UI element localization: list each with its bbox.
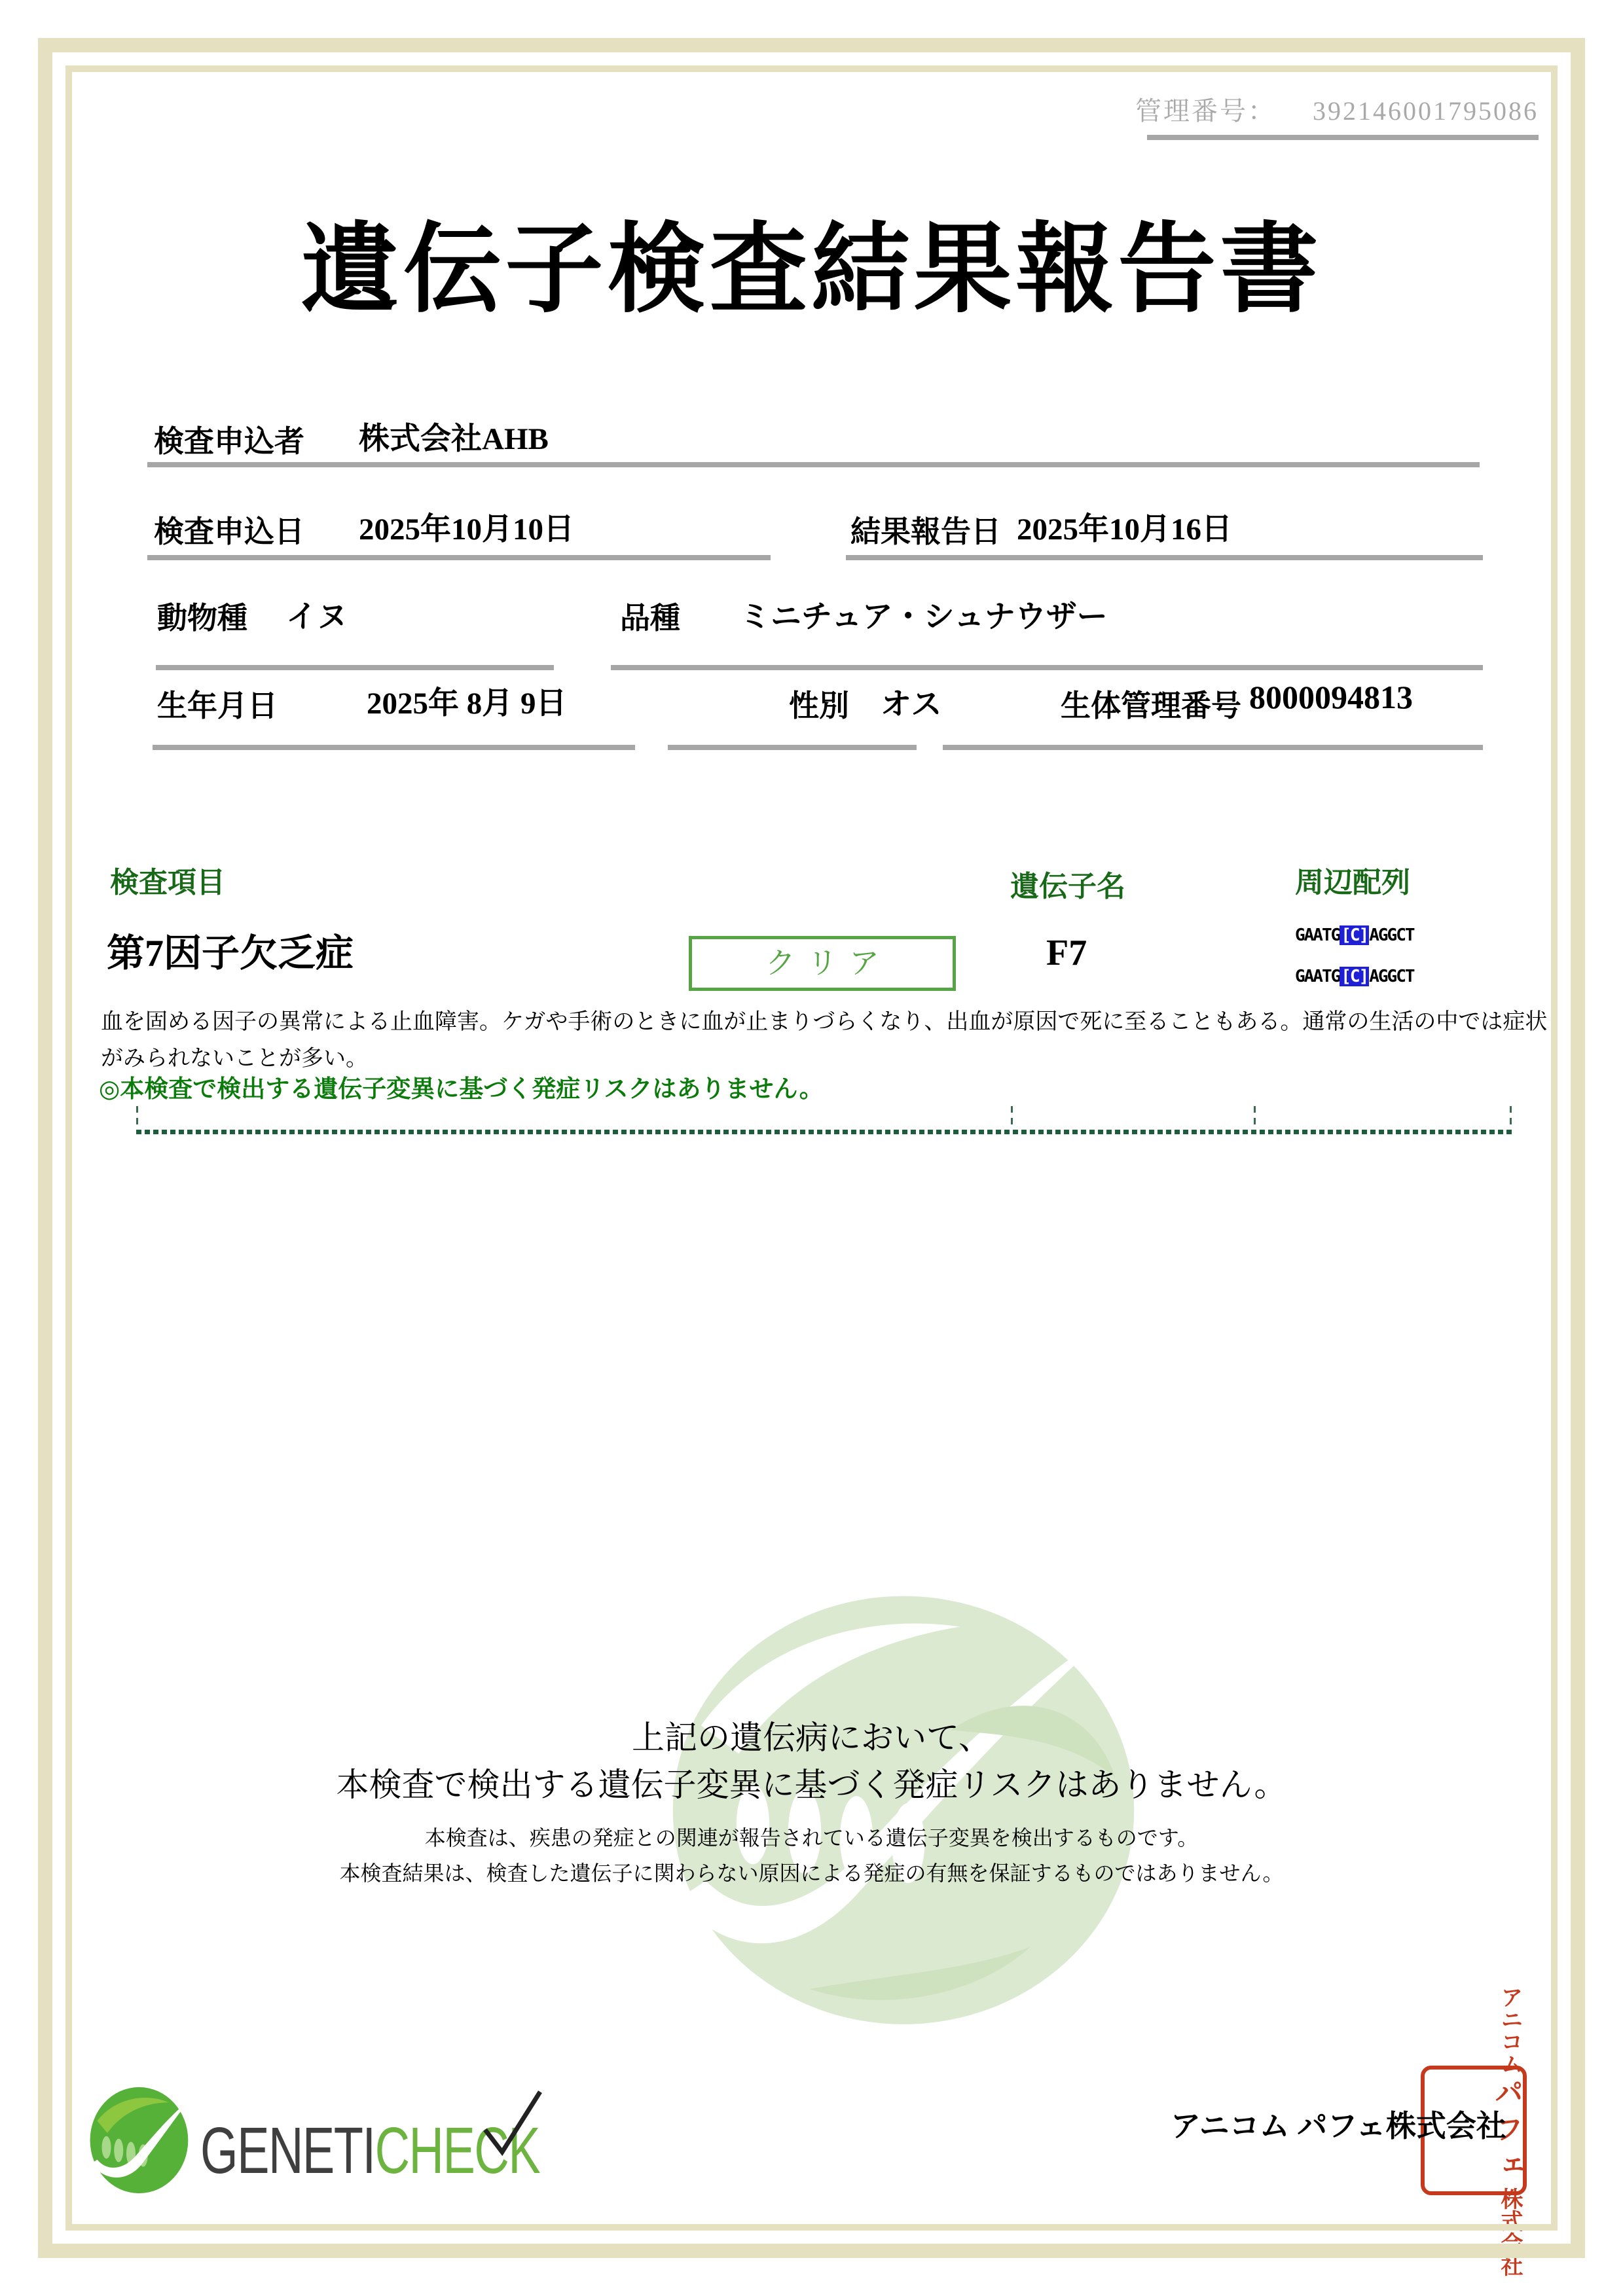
result-badge <box>689 936 956 991</box>
page-title: 遺伝子検査結果報告書 <box>301 216 1322 325</box>
applicant-label: 検査申込者 <box>154 425 304 458</box>
breed-underline <box>611 665 1483 670</box>
breed-label: 品種 <box>620 601 680 635</box>
summary-line-1: 上記の遺伝病において、 <box>632 1719 991 1756</box>
gene-name-header: 遺伝子名 <box>1010 870 1125 903</box>
applicant-value: 株式会社AHB <box>359 422 549 456</box>
applicant-underline <box>147 462 1480 467</box>
logo-text-check: CHECK <box>374 2114 540 2187</box>
seal-column-3: 株式会社 <box>1497 2187 1522 2276</box>
disease-description-line-2: がみられないことが多い。 <box>101 1047 368 1071</box>
table-dash-col-3 <box>1254 1106 1256 1128</box>
apply-date-underline <box>147 555 771 560</box>
report-date-underline <box>846 555 1483 560</box>
management-number-label: 管理番号： <box>1135 96 1276 126</box>
sequence-variant: [C] <box>1341 967 1368 986</box>
animal-id-underline <box>943 745 1483 750</box>
disease-description-line-1: 血を固める因子の異常による止血障害。ケガや手術のときに血が止まりづらくなり、出血が原因で死に至ることもある。通常の生活の中では症状 <box>101 1010 1548 1034</box>
sequence-header: 周辺配列 <box>1295 867 1410 899</box>
apply-date-value: 2025年10月10日 <box>359 512 574 547</box>
result-badge-label: クリア <box>765 946 891 980</box>
company-name: アニコム パフェ株式会社 <box>1171 2109 1506 2143</box>
sex-underline <box>668 745 917 750</box>
geneticheck-logo-mark <box>89 2085 191 2195</box>
management-number-value: 392146001795086 <box>1313 96 1539 126</box>
sequence-prefix: GAATG <box>1295 967 1340 986</box>
table-dash-col-2 <box>1011 1106 1013 1128</box>
report-date-value: 2025年10月16日 <box>1017 512 1232 547</box>
sequence-suffix: AGGCT <box>1369 925 1414 945</box>
sequence-line-2 <box>1295 968 1414 985</box>
logo-text-geneti: GENETI <box>200 2114 375 2187</box>
species-label: 動物種 <box>157 601 247 635</box>
gene-name-value: F7 <box>1046 933 1087 973</box>
sex-label: 性別 <box>789 689 849 723</box>
risk-note: ◎本検査で検出する遺伝子変異に基づく発症リスクはありません。 <box>99 1076 824 1103</box>
management-number-underline <box>1147 135 1539 140</box>
sequence-variant: [C] <box>1341 925 1368 945</box>
breed-value: ミニチュア・シュナウザー <box>740 600 1108 634</box>
animal-id-value: 8000094813 <box>1249 679 1413 715</box>
table-dash-col-1 <box>136 1106 138 1128</box>
summary-line-2: 本検査で検出する遺伝子変異に基づく発症リスクはありません。 <box>336 1767 1287 1803</box>
table-dash-col-4 <box>1510 1106 1512 1128</box>
birth-date-label: 生年月日 <box>157 689 278 723</box>
sequence-suffix: AGGCT <box>1369 967 1414 986</box>
sequence-line-1 <box>1295 927 1414 944</box>
summary-disclaimer-2: 本検査結果は、検査した遺伝子に関わらない原因による発症の有無を保証するものではありません。 <box>339 1861 1284 1885</box>
sex-value: オス <box>881 688 942 722</box>
birth-date-value: 2025年 8月 9日 <box>367 687 567 721</box>
test-item-name: 第7因子欠乏症 <box>107 932 354 975</box>
species-underline <box>156 665 554 670</box>
species-value: イヌ <box>286 600 348 634</box>
check-icon <box>483 2089 543 2162</box>
management-number-row <box>1135 98 1539 124</box>
seal-column-1: アニコム <box>1497 1986 1522 2075</box>
birth-date-underline <box>153 745 635 750</box>
sequence-prefix: GAATG <box>1295 925 1340 945</box>
seal-column-2: パフェ <box>1490 2077 1522 2187</box>
table-dotted-rule <box>136 1130 1514 1134</box>
report-date-label: 結果報告日 <box>850 515 1001 548</box>
watermark-dna-logo <box>665 1594 1142 2029</box>
summary-disclaimer-1: 本検査は、疾患の発症との関連が報告されている遺伝子変異を検出するものです。 <box>424 1826 1199 1850</box>
test-item-header: 検査項目 <box>110 867 225 899</box>
animal-id-label: 生体管理番号 <box>1061 689 1241 723</box>
apply-date-label: 検査申込日 <box>154 515 304 548</box>
